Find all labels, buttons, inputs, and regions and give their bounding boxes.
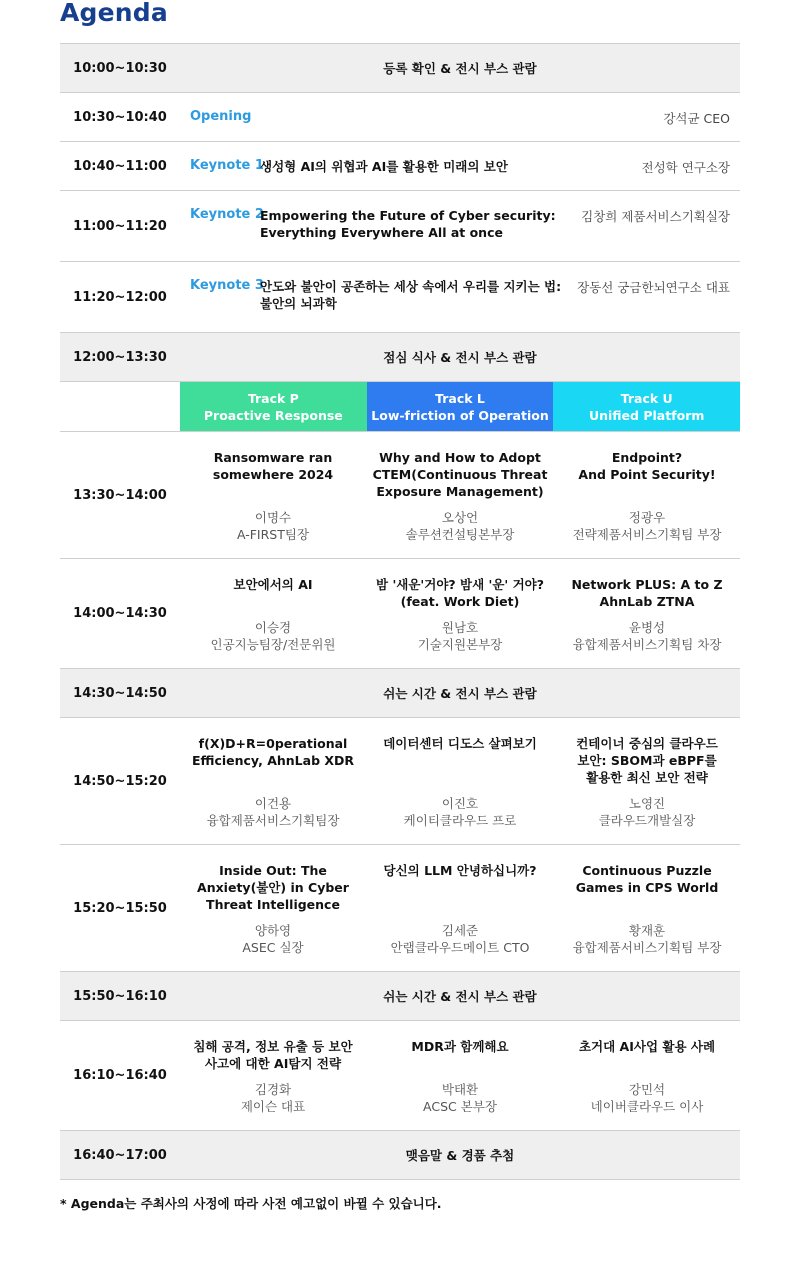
session-cell-track-u	[554, 576, 740, 668]
speaker-role: 융합제품서비스기획팀 부장	[572, 940, 722, 955]
session-cell-track-u	[554, 1038, 740, 1130]
keynote-title-line: 안도와 불안이 공존하는 세상 속에서 우리를 지키는 법:	[260, 279, 562, 294]
track-name: Track L	[435, 390, 485, 406]
speaker-role: ASEC 실장	[242, 940, 304, 955]
agenda-table	[60, 43, 740, 1180]
track-name: Track U	[620, 390, 673, 406]
speaker-role: 기술지원본부장	[417, 637, 503, 652]
session-cell-track-l	[367, 576, 553, 668]
session-row	[60, 432, 740, 559]
session-cell-track-p	[180, 449, 366, 559]
track-description: Proactive Response	[203, 407, 343, 423]
session-title	[367, 449, 553, 500]
session-speaker	[180, 795, 366, 829]
track-name: Track P	[247, 390, 299, 406]
session-title-line: Ransomware ran	[213, 450, 333, 465]
time-slot: 16:40~17:00	[73, 1147, 167, 1163]
speaker-name: 원남호	[441, 620, 479, 635]
time-slot: 10:00~10:30	[73, 60, 167, 76]
session-speaker	[554, 922, 740, 956]
session-cell-track-u	[554, 735, 740, 845]
time-slot: 14:50~15:20	[73, 773, 167, 789]
session-speaker	[180, 922, 366, 956]
speaker-role: 케이티클라우드 프로	[403, 813, 517, 828]
session-speaker	[554, 795, 740, 829]
session-speaker	[180, 619, 366, 653]
speaker-role: 솔루션컨설팅본부장	[405, 527, 515, 542]
keynote-title: 생성형 AI의 위협과 AI를 활용한 미래의 보안	[260, 159, 508, 174]
session-title-line: (feat. Work Diet)	[400, 594, 520, 609]
session-title	[180, 576, 366, 593]
speaker-name: 이승경	[254, 620, 292, 635]
row-description: 점심 식사 & 전시 부스 관람	[383, 350, 537, 365]
session-title-line: Continuous Puzzle	[582, 863, 712, 878]
agenda-row	[60, 1131, 740, 1180]
session-title	[180, 1038, 366, 1072]
session-title-line: Exposure Management)	[376, 484, 544, 499]
speaker-name: 강석균 CEO	[663, 111, 730, 126]
session-title-line: 보안: SBOM과 eBPF를	[577, 753, 717, 768]
session-title-line: Network PLUS: A to Z	[571, 577, 723, 592]
session-title-line: Why and How to Adopt	[379, 450, 541, 465]
track-description: Unified Platform	[588, 407, 705, 423]
session-speaker	[554, 619, 740, 653]
speaker-role: 융합제품서비스기획팀장	[206, 813, 340, 828]
speaker-name: 전성학 연구소장	[641, 160, 730, 175]
session-title-line: 당신의 LLM 안녕하십니까?	[383, 863, 537, 878]
session-title-line: 사고에 대한 AI탐지 전략	[204, 1056, 342, 1071]
speaker-role: 클라우드개발실장	[598, 813, 696, 828]
footnote: * Agenda는 주최사의 사정에 따라 사전 예고없이 바뀔 수 있습니다.	[60, 1196, 442, 1211]
time-slot: 10:40~11:00	[73, 158, 167, 174]
session-speaker	[180, 509, 366, 543]
session-title-line: MDR과 함께해요	[411, 1039, 509, 1054]
session-title-line: And Point Security!	[578, 467, 716, 482]
keynote-label: Keynote 3	[190, 278, 264, 293]
session-title-line: 컨테이너 중심의 클라우드	[576, 736, 718, 751]
time-slot: 11:00~11:20	[73, 218, 167, 234]
session-title-line: 보안에서의 AI	[233, 577, 313, 592]
session-title-line: 활용한 최신 보안 전략	[586, 770, 708, 785]
speaker-name: 노영진	[628, 796, 666, 811]
agenda-row	[60, 44, 740, 93]
session-row	[60, 845, 740, 972]
session-cell-track-p	[180, 1038, 366, 1130]
session-cell-track-p	[180, 735, 366, 845]
session-title	[367, 1038, 553, 1055]
speaker-name: 황재훈	[628, 923, 666, 938]
session-speaker	[367, 619, 553, 653]
speaker-role: 안랩클라우드메이트 CTO	[390, 940, 530, 955]
row-description: 맺음말 & 경품 추첨	[405, 1148, 515, 1163]
session-speaker	[367, 795, 553, 829]
speaker-role: A-FIRST팀장	[236, 527, 310, 542]
session-row	[60, 559, 740, 669]
session-title	[554, 735, 740, 786]
speaker-role: 제이슨 대표	[240, 1099, 306, 1114]
time-slot: 16:10~16:40	[73, 1068, 167, 1083]
session-title-line: AhnLab ZTNA	[599, 594, 695, 609]
session-cell-track-p	[180, 576, 366, 668]
speaker-name: 김세준	[441, 923, 479, 938]
session-title	[367, 862, 553, 879]
speaker-name: 김경화	[254, 1082, 292, 1097]
keynote-title-line: Everything Everywhere All at once	[260, 225, 503, 240]
session-title-line: 초거대 AI사업 활용 사례	[578, 1039, 716, 1054]
time-slot: 15:50~16:10	[73, 988, 167, 1004]
speaker-name: 오상언	[441, 510, 479, 525]
session-title	[367, 576, 553, 610]
speaker-name: 이진호	[441, 796, 479, 811]
keynote-title	[260, 278, 580, 312]
session-title	[554, 1038, 740, 1055]
speaker-role: 전략제품서비스기획팀 부장	[572, 527, 722, 542]
session-title	[554, 576, 740, 610]
agenda-row	[60, 333, 740, 382]
speaker-name: 이건용	[254, 796, 292, 811]
session-title-line: 침해 공격, 정보 유출 등 보안	[193, 1039, 353, 1054]
session-title	[554, 862, 740, 896]
speaker-role: 인공지능팀장/전문위원	[210, 637, 336, 652]
time-slot: 12:00~13:30	[73, 349, 167, 365]
keynote-title-line: 불안의 뇌과학	[260, 296, 337, 311]
session-title	[180, 862, 366, 913]
time-slot: 10:30~10:40	[73, 109, 167, 125]
time-slot: 13:30~14:00	[73, 487, 167, 503]
time-slot: 14:30~14:50	[73, 685, 167, 701]
speaker-name: 양하영	[254, 923, 292, 938]
session-cell-track-l	[367, 449, 553, 559]
agenda-row	[60, 262, 740, 333]
speaker-name: 김창희 제품서비스기획실장	[581, 209, 730, 224]
track-description: Low-friction of Operation	[371, 407, 549, 423]
row-description: 등록 확인 & 전시 부스 관람	[383, 61, 537, 76]
keynote-label: Keynote 1	[190, 158, 264, 173]
session-label: Opening	[190, 109, 252, 124]
page-title: Agenda	[60, 0, 168, 27]
row-description: 쉬는 시간 & 전시 부스 관람	[383, 989, 537, 1004]
agenda-row	[60, 972, 740, 1021]
session-cell-track-p	[180, 862, 366, 972]
session-title	[554, 449, 740, 483]
session-title-line: 데이터센터 디도스 살펴보기	[383, 736, 537, 751]
speaker-role: 네이버클라우드 이사	[590, 1099, 704, 1114]
speaker-name: 장동선 궁금한뇌연구소 대표	[577, 280, 730, 295]
agenda-row	[60, 669, 740, 718]
session-speaker	[180, 1081, 366, 1115]
track-header-row	[60, 382, 740, 432]
agenda-row	[60, 142, 740, 191]
session-cell-track-u	[554, 449, 740, 559]
session-speaker	[367, 509, 553, 543]
session-speaker	[367, 1081, 553, 1115]
session-title-line: Threat Intelligence	[206, 897, 340, 912]
session-cell-track-u	[554, 862, 740, 972]
session-title-line: Inside Out: The	[219, 863, 327, 878]
speaker-role: ACSC 본부장	[423, 1099, 497, 1114]
time-slot: 14:00~14:30	[73, 606, 167, 621]
session-speaker	[554, 1081, 740, 1115]
track-header-blank	[60, 382, 180, 431]
speaker-name: 윤병성	[628, 620, 666, 635]
speaker-name: 강민석	[628, 1082, 666, 1097]
agenda-row	[60, 93, 740, 142]
agenda-row	[60, 191, 740, 262]
session-title-line: 밤 '새운'거야? 밤새 '운' 거야?	[376, 577, 544, 592]
speaker-name: 정광우	[628, 510, 666, 525]
session-title	[180, 735, 366, 769]
track-u-header	[553, 382, 740, 431]
session-title-line: Games in CPS World	[575, 880, 719, 895]
session-row	[60, 718, 740, 845]
session-title-line: Endpoint?	[611, 450, 683, 465]
speaker-role: 융합제품서비스기획팀 차장	[572, 637, 722, 652]
session-cell-track-l	[367, 862, 553, 972]
session-title-line: Anxiety(불안) in Cyber	[197, 880, 349, 895]
session-title	[180, 449, 366, 483]
session-title	[367, 735, 553, 752]
session-title-line: f(X)D+R=0perational	[198, 736, 348, 751]
track-p-header	[180, 382, 367, 431]
speaker-name: 박태환	[441, 1082, 479, 1097]
session-row	[60, 1021, 740, 1131]
keynote-title	[260, 207, 560, 241]
session-cell-track-l	[367, 735, 553, 845]
track-l-header	[367, 382, 554, 431]
row-description: 쉬는 시간 & 전시 부스 관람	[383, 686, 537, 701]
time-slot: 15:20~15:50	[73, 900, 167, 916]
session-title-line: CTEM(Continuous Threat	[372, 467, 548, 482]
speaker-name: 이명수	[254, 510, 292, 525]
session-speaker	[554, 509, 740, 543]
time-slot: 11:20~12:00	[73, 289, 167, 305]
session-cell-track-l	[367, 1038, 553, 1130]
session-title-line: Efficiency, AhnLab XDR	[191, 753, 355, 768]
keynote-title-line: Empowering the Future of Cyber security:	[260, 208, 556, 223]
session-speaker	[367, 922, 553, 956]
session-title-line: somewhere 2024	[212, 467, 334, 482]
keynote-label: Keynote 2	[190, 207, 264, 222]
